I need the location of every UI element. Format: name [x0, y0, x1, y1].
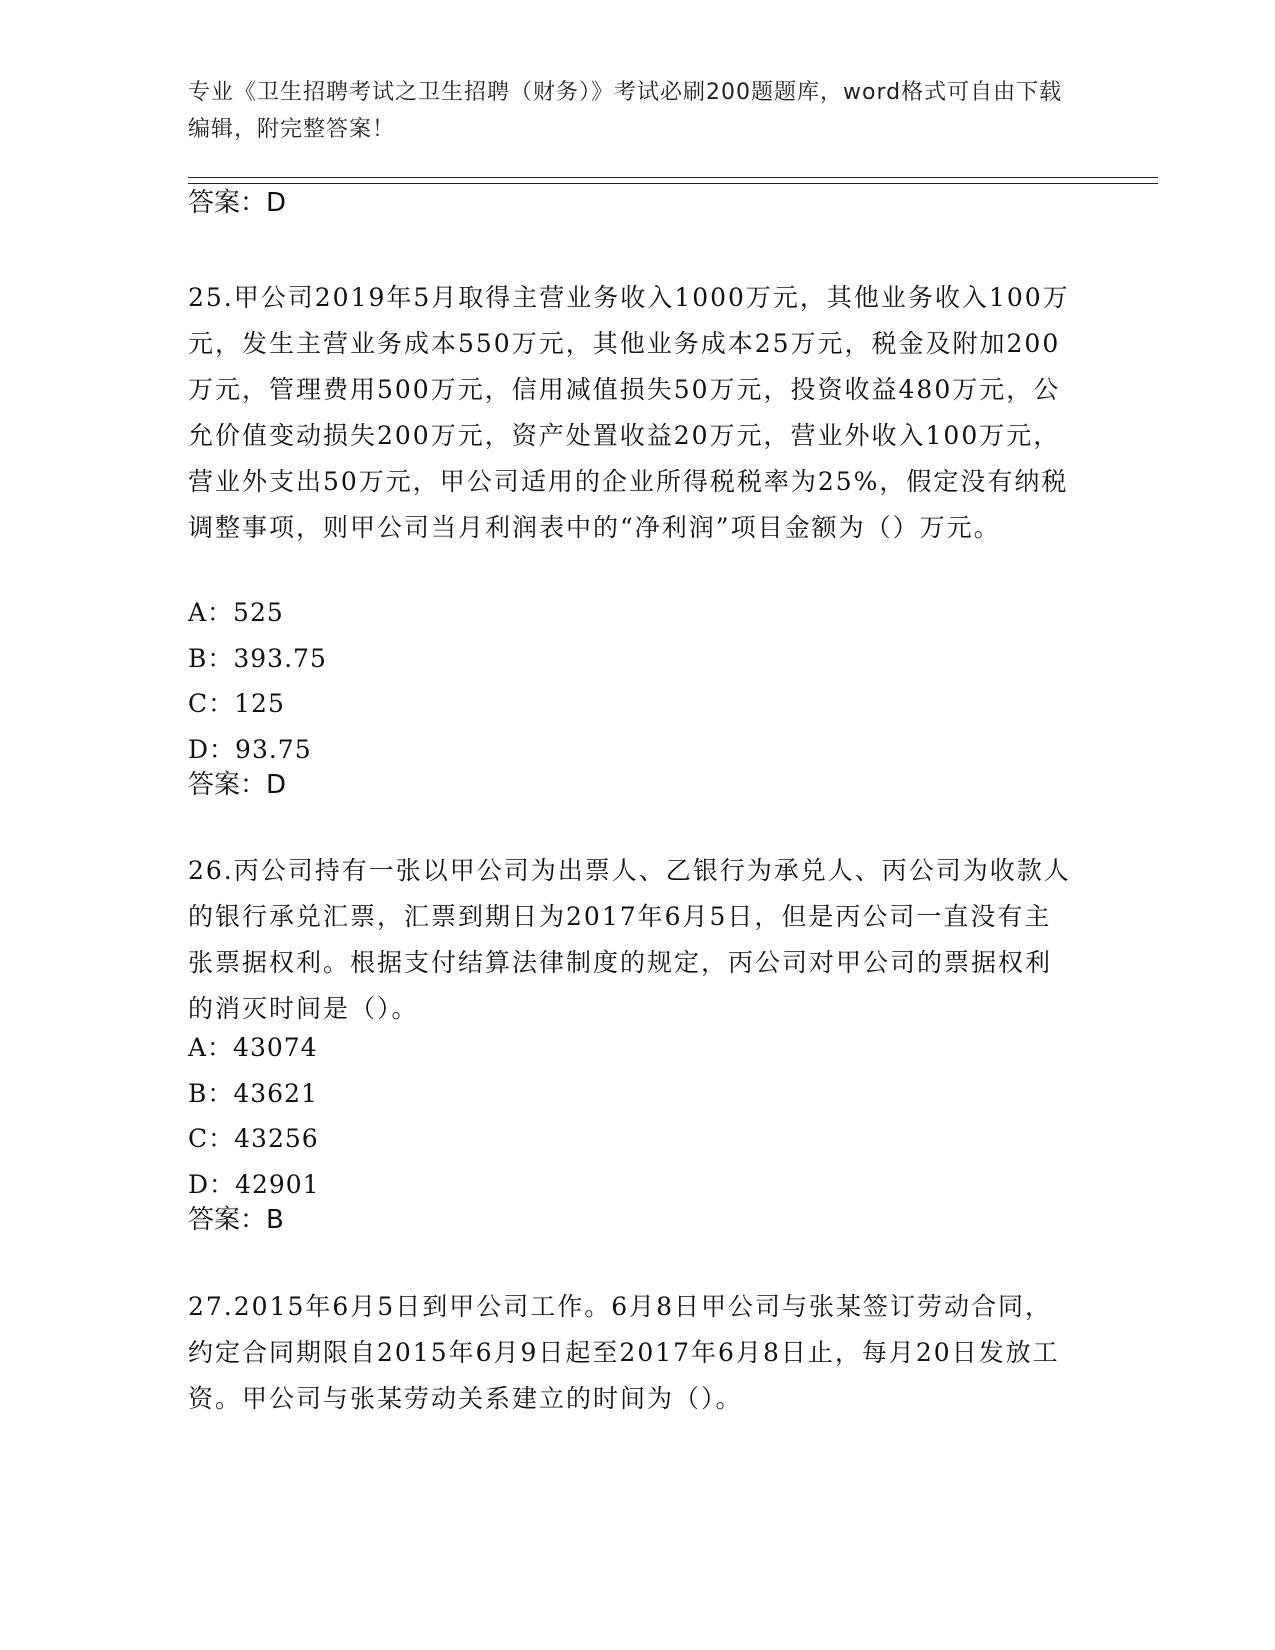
question-26-text: 26.丙公司持有一张以甲公司为出票人、乙银行为承兑人、丙公司为收款人的银行承兑汇票，汇票到期日为2017年6月5日，但是丙公司一直没有主张票据权利。根据支付结算法律制度的规定，丙公司对甲公司的票据权利的消灭时间是（）。	[188, 856, 1071, 1023]
question-26-option-d: D：42901	[188, 1169, 320, 1199]
question-25-answer: 答案：D	[188, 770, 287, 800]
question-26-options	[188, 1025, 320, 1207]
question-25-option-d: D：93.75	[188, 734, 312, 764]
question-26-option-c: C：43256	[188, 1124, 319, 1154]
question-26-answer: 答案：B	[188, 1205, 284, 1235]
question-25-text: 25.甲公司2019年5月取得主营业务收入1000万元，其他业务收入100万元，发生主营业务成本550万元，其他业务成本25万元，税金及附加200万元，管理费用500万元，信用减值损失50万元，投资收益480万元，公允价值变动损失200万元，资产处置收益20万元，营业外收入100万元，营业外支出50万元，甲公司适用的企业所得税税率为25%，假定没有纳税调整事项，则甲公司当月利润表中的“净利润”项目金额为（）万元。	[188, 283, 1070, 542]
question-25-option-c: C：125	[188, 689, 285, 719]
header-divider-bottom	[188, 183, 1158, 184]
header-divider-top	[188, 177, 1158, 178]
question-25-option-b: B：393.75	[188, 643, 327, 673]
question-26-option-b: B：43621	[188, 1078, 318, 1108]
document-header: 专业《卫生招聘考试之卫生招聘（财务）》考试必刷200题题库，word格式可自由下载编辑，附完整答案！	[188, 80, 1063, 142]
previous-answer: 答案：D	[188, 188, 287, 218]
question-27-text: 27.2015年6月5日到甲公司工作。6月8日甲公司与张某签订劳动合同，约定合同期限自2015年6月9日起至2017年6月8日止，每月20日发放工资。甲公司与张某劳动关系建立的时间为（）。	[188, 1292, 1060, 1413]
question-26-option-a: A：43074	[188, 1033, 318, 1062]
question-25-options	[188, 590, 327, 772]
question-25-option-a: A：525	[188, 598, 284, 627]
